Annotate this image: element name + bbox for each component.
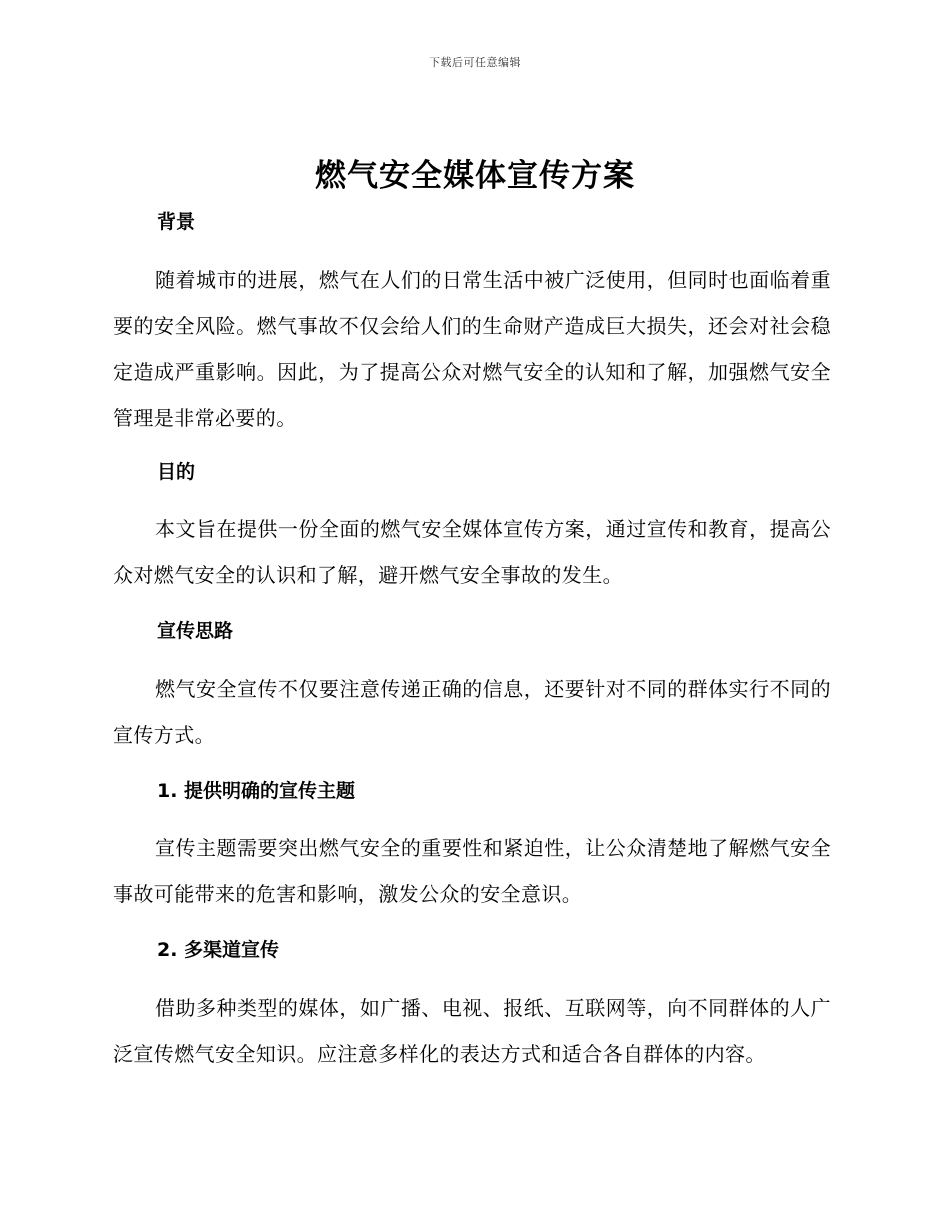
section-heading-theme: 1. 提供明确的宣传主题 — [157, 780, 356, 802]
document-title: 燃气安全媒体宣传方案 — [315, 158, 635, 194]
section-heading-approach: 宣传思路 — [157, 620, 234, 642]
section-body-channels: 借助多种类型的媒体，如广播、电视、报纸、互联网等，向不同群体的人广泛宣传燃气安全知识。应注意多样化的表达方式和适合各自群体的内容。 — [113, 996, 831, 1066]
section-heading-background: 背景 — [157, 211, 196, 233]
section-body-purpose: 本文旨在提供一份全面的燃气安全媒体宣传方案，通过宣传和教育，提高公众对燃气安全的认识和了解，避开燃气安全事故的发生。 — [113, 517, 831, 587]
section-body-approach: 燃气安全宣传不仅要注意传递正确的信息，还要针对不同的群体实行不同的宣传方式。 — [113, 677, 831, 747]
section-body-background: 随着城市的进展，燃气在人们的日常生活中被广泛使用，但同时也面临着重要的安全风险。燃气事故不仅会给人们的生命财产造成巨大损失，还会对社会稳定造成严重影响。因此，为了提高公众对燃气安全的认知和了解，加强燃气安全管理是非常必要的。 — [113, 268, 831, 430]
section-body-theme: 宣传主题需要突出燃气安全的重要性和紧迫性，让公众清楚地了解燃气安全事故可能带来的危害和影响，激发公众的安全意识。 — [113, 836, 831, 906]
header-note: 下载后可任意编辑 — [429, 56, 521, 69]
section-heading-purpose: 目的 — [157, 461, 196, 483]
section-heading-channels: 2. 多渠道宣传 — [157, 939, 280, 961]
